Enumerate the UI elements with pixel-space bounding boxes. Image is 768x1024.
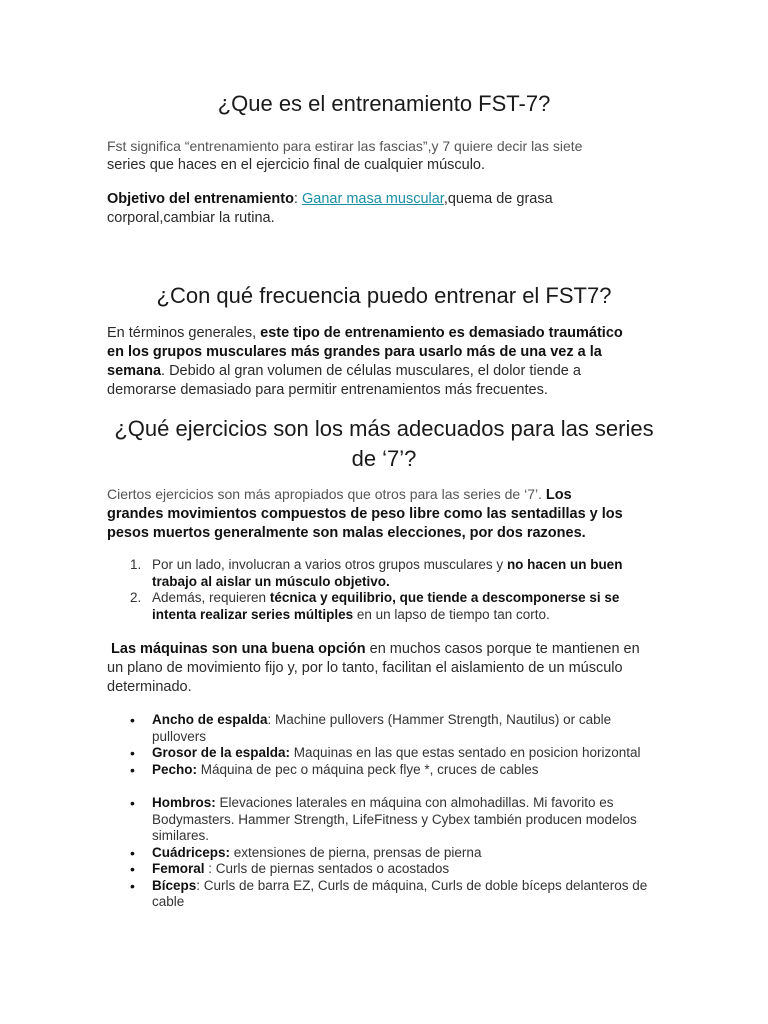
objective-label: Objetivo del entrenamiento: [107, 191, 294, 207]
bullet-icon: •: [130, 877, 135, 894]
reason-number: 2.: [130, 590, 142, 605]
reason-bold: técnica y equilibrio, que tiende a descomponerse si se: [269, 590, 620, 605]
machines-paragraph: [107, 640, 737, 697]
frequency-line-3: [107, 362, 727, 381]
exercise-text: Bodymasters. Hammer Strength, LifeFitness y Cybex también producen modelos: [152, 811, 637, 827]
exercise-item: [130, 795, 722, 845]
exercise-item: [130, 745, 722, 762]
reason-text: en un lapso de tiempo tan corto.: [353, 606, 550, 622]
exercise-item: [130, 861, 722, 878]
bullet-icon: •: [130, 761, 135, 778]
objective-link[interactable]: Ganar masa muscular: [301, 191, 444, 207]
reason-text: Además, requieren: [152, 590, 270, 605]
exercise-label: Hombros:: [152, 795, 216, 810]
heading-exercises: [0, 414, 768, 474]
exercises-intro-gray: Ciertos ejercicios son más apropiados que otros para las series de ‘7’.: [107, 486, 546, 502]
machines-bold: Las máquinas son una buena opción: [111, 641, 366, 657]
exercise-label: Pecho:: [152, 761, 198, 777]
exercises-intro-line-3: [107, 524, 727, 543]
objective-line-1: [107, 190, 707, 209]
heading-exercises-line-2: de ‘7’?: [351, 446, 417, 471]
reason-bold: no hacen un buen: [506, 557, 623, 572]
frequency-rest-3: . Debido al gran volumen de células musculares, el dolor tiende a: [161, 363, 581, 379]
bullet-icon: •: [130, 712, 135, 728]
machines-line-3: determinado.: [107, 679, 192, 695]
exercise-label: Femoral: [152, 861, 205, 876]
frequency-bold-3: semana: [107, 363, 162, 379]
frequency-line-2: [107, 343, 727, 362]
exercises-intro-bold-1: Los: [545, 487, 572, 503]
exercise-text: : Curls de piernas sentados o acostados: [204, 861, 450, 876]
bullet-icon: •: [130, 844, 135, 861]
exercise-text: : Curls de barra EZ, Curls de máquina, Curls de doble bíceps delanteros de: [196, 877, 648, 893]
reason-bold: trabajo al aislar un músculo objetivo.: [152, 573, 390, 589]
exercise-text: : Machine pullovers (Hammer Strength, Nautilus) or cable: [267, 712, 612, 727]
exercise-item: [130, 761, 722, 779]
exercises-intro-paragraph: [107, 485, 727, 543]
machines-rest-1: en muchos casos porque te mantienen en: [365, 641, 640, 657]
reason-text: Por un lado, involucran a varios otros grupos musculares y: [152, 557, 507, 572]
reason-item: [130, 590, 732, 623]
exercise-item: [130, 712, 722, 745]
bullet-icon: •: [130, 795, 135, 811]
reason-bold: intenta realizar series múltiples: [152, 606, 354, 622]
exercise-item: [130, 877, 722, 911]
frequency-paragraph: [107, 324, 727, 400]
intro-line-1: Fst significa “entrenamiento para estirar las fascias”,y 7 quiere decir las siete: [107, 138, 583, 154]
exercise-text: Elevaciones laterales en máquina con almohadillas. Mi favorito es: [215, 795, 614, 810]
heading-frequency: ¿Con qué frecuencia puedo entrenar el FST7?: [156, 283, 612, 308]
exercise-label: Cuádriceps:: [152, 844, 231, 860]
exercises-intro-line-1: [107, 485, 727, 505]
objective-rest-1: ,quema de grasa: [443, 191, 553, 207]
exercises-intro-line-2: [107, 505, 727, 524]
exercise-text: extensiones de pierna, prensas de pierna: [230, 844, 482, 860]
intro-line-2: series que haces en el ejercicio final de cualquier músculo.: [107, 157, 486, 173]
exercise-list-b: [130, 795, 722, 911]
exercises-intro-bold-3: pesos muertos generalmente son malas elecciones, por dos razones.: [107, 525, 586, 541]
objective-line-2: corporal,cambiar la rutina.: [107, 210, 275, 226]
exercise-label: Ancho de espalda: [152, 712, 268, 727]
reason-item: [130, 557, 732, 590]
exercise-list-a: [130, 712, 722, 778]
exercise-text: Maquinas en las que estas sentado en posicion horizontal: [290, 745, 641, 760]
exercise-text: pullovers: [152, 728, 207, 744]
machines-line-2: un plano de movimiento fijo y, por lo tanto, facilitan el aislamiento de un músculo: [107, 660, 623, 676]
objective-paragraph: [107, 190, 707, 228]
exercise-text: Máquina de pec o máquina peck flye *, cruces de cables: [197, 761, 539, 777]
frequency-line-4: demorarse demasiado para permitir entrenamientos más frecuentes.: [107, 382, 548, 398]
heading-what-is-fst7: ¿Que es el entrenamiento FST-7?: [217, 91, 551, 116]
heading-exercises-line-1: ¿Qué ejercicios son los más adecuados para las series: [114, 416, 654, 441]
exercise-label: Grosor de la espalda:: [152, 745, 291, 760]
reasons-list: [130, 557, 732, 623]
frequency-prefix: En términos generales,: [107, 325, 261, 341]
exercise-label: Bíceps: [152, 877, 197, 893]
exercise-text: similares.: [152, 828, 210, 843]
exercise-item: [130, 844, 722, 862]
intro-paragraph: [107, 137, 707, 175]
bullet-icon: •: [130, 861, 135, 877]
frequency-line-1: [107, 324, 727, 343]
bullet-icon: •: [130, 745, 135, 761]
exercise-text: cable: [152, 894, 185, 909]
objective-colon: :: [293, 191, 302, 207]
reason-number: 1.: [130, 557, 142, 572]
exercises-intro-bold-2: grandes movimientos compuestos de peso libre como las sentadillas y los: [107, 506, 623, 522]
frequency-bold-2: en los grupos musculares más grandes para usarlo más de una vez a la: [107, 344, 602, 360]
machines-line-1: [107, 640, 737, 659]
frequency-bold-1: este tipo de entrenamiento es demasiado traumático: [260, 325, 623, 341]
